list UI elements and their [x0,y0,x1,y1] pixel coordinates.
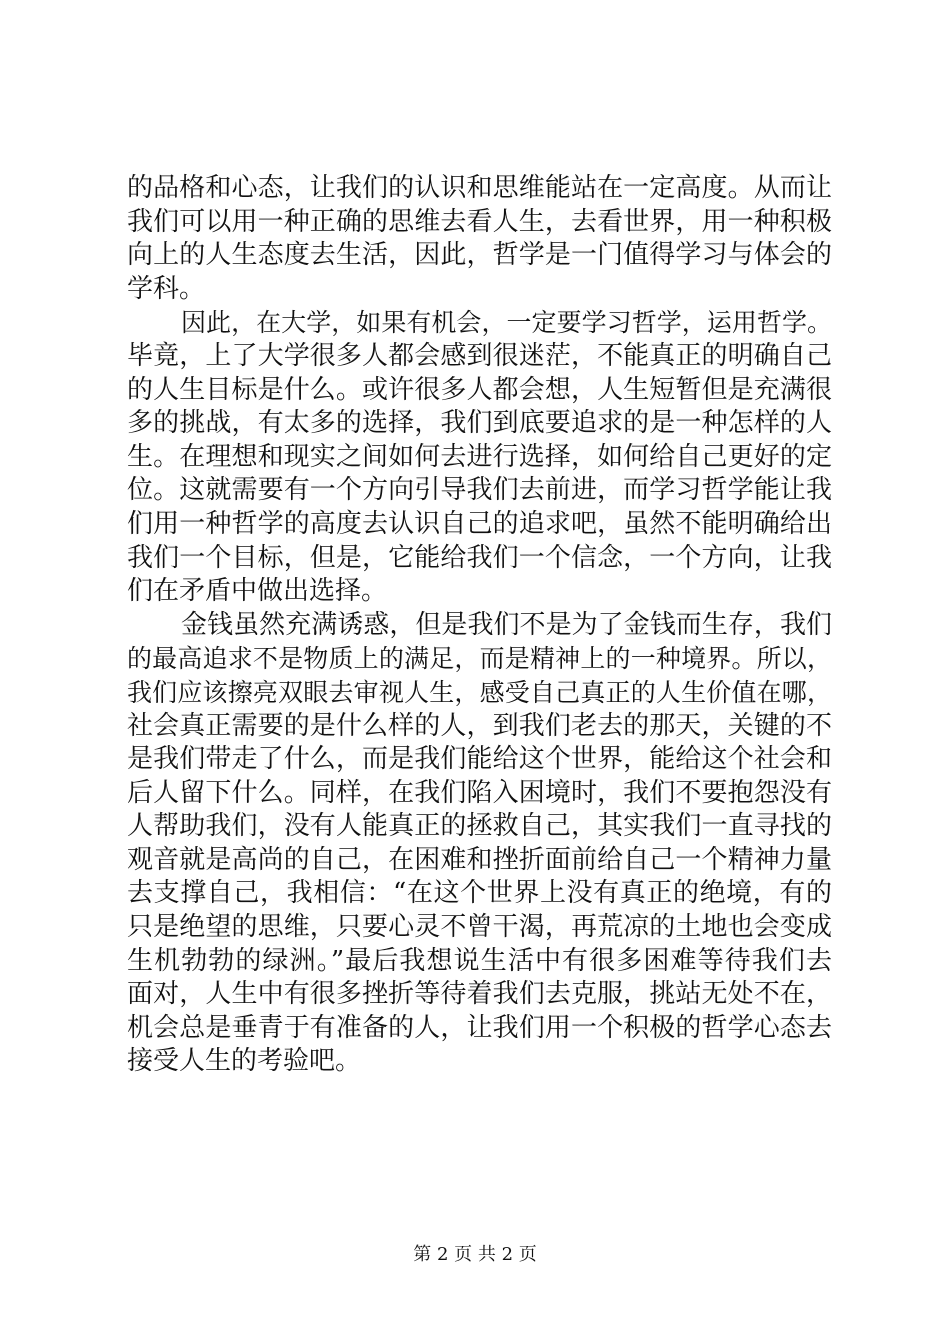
text-line: 只是绝望的思维，只要心灵不曾干渴，再荒凉的土地也会变成 [127,912,832,943]
text-line: 生机勃勃的绿洲。”最后我想说生活中有很多困难等待我们去 [127,945,832,976]
text-line: 学科。 [127,273,206,304]
text-line: 观音就是高尚的自己，在困难和挫折面前给自己一个精神力量 [127,844,832,875]
text-line: 的品格和心态，让我们的认识和思维能站在一定高度。从而让 [127,173,832,203]
document-body [127,172,832,1079]
text-line: 因此，在大学，如果有机会，一定要学习哲学，运用哲学。 [181,308,832,338]
text-line: 我们应该擦亮双眼去审视人生，感受自己真正的人生价值在哪， [127,677,832,707]
text-line: 社会真正需要的是什么样的人，到我们老去的那天，关键的不 [127,710,832,741]
text-line: 机会总是垂青于有准备的人，让我们用一个积极的哲学心态去 [127,1012,832,1043]
text-line: 位。这就需要有一个方向引导我们去前进，而学习哲学能让我 [127,475,832,506]
text-line: 生。在理想和现实之间如何去进行选择，如何给自己更好的定 [127,441,832,472]
text-line: 金钱虽然充满诱惑，但是我们不是为了金钱而生存，我们 [181,609,832,640]
page-footer: 第 2 页 共 2 页 [413,1244,537,1265]
text-line: 的人生目标是什么。或许很多人都会想，人生短暂但是充满很 [127,374,832,405]
text-line: 向上的人生态度去生活，因此，哲学是一门值得学习与体会的 [127,240,832,271]
text-line: 是我们带走了什么，而是我们能给这个世界，能给这个社会和 [127,744,832,775]
text-line: 人帮助我们，没有人能真正的拯救自己，其实我们一直寻找的 [127,811,832,842]
text-line: 的最高追求不是物质上的满足，而是精神上的一种境界。所以， [127,644,832,674]
text-line: 我们可以用一种正确的思维去看人生，去看世界，用一种积极 [127,206,832,237]
text-line: 多的挑战，有太多的选择，我们到底要追求的是一种怎样的人 [127,408,832,439]
text-line: 接受人生的考验吧。 [127,1046,362,1077]
text-line: 们在矛盾中做出选择。 [127,576,388,607]
text-line: 们用一种哲学的高度去认识自己的追求吧，虽然不能明确给出 [127,508,832,539]
text-line: 后人留下什么。同样，在我们陷入困境时，我们不要抱怨没有 [127,777,832,808]
text-line: 我们一个目标，但是，它能给我们一个信念，一个方向，让我 [127,542,832,573]
text-line: 毕竟，上了大学很多人都会感到很迷茫，不能真正的明确自己 [127,340,832,371]
text-line: 去支撑自己，我相信：“在这个世界上没有真正的绝境，有的 [127,878,832,909]
text-line: 面对，人生中有很多挫折等待着我们去克服，挑站无处不在， [127,979,832,1010]
